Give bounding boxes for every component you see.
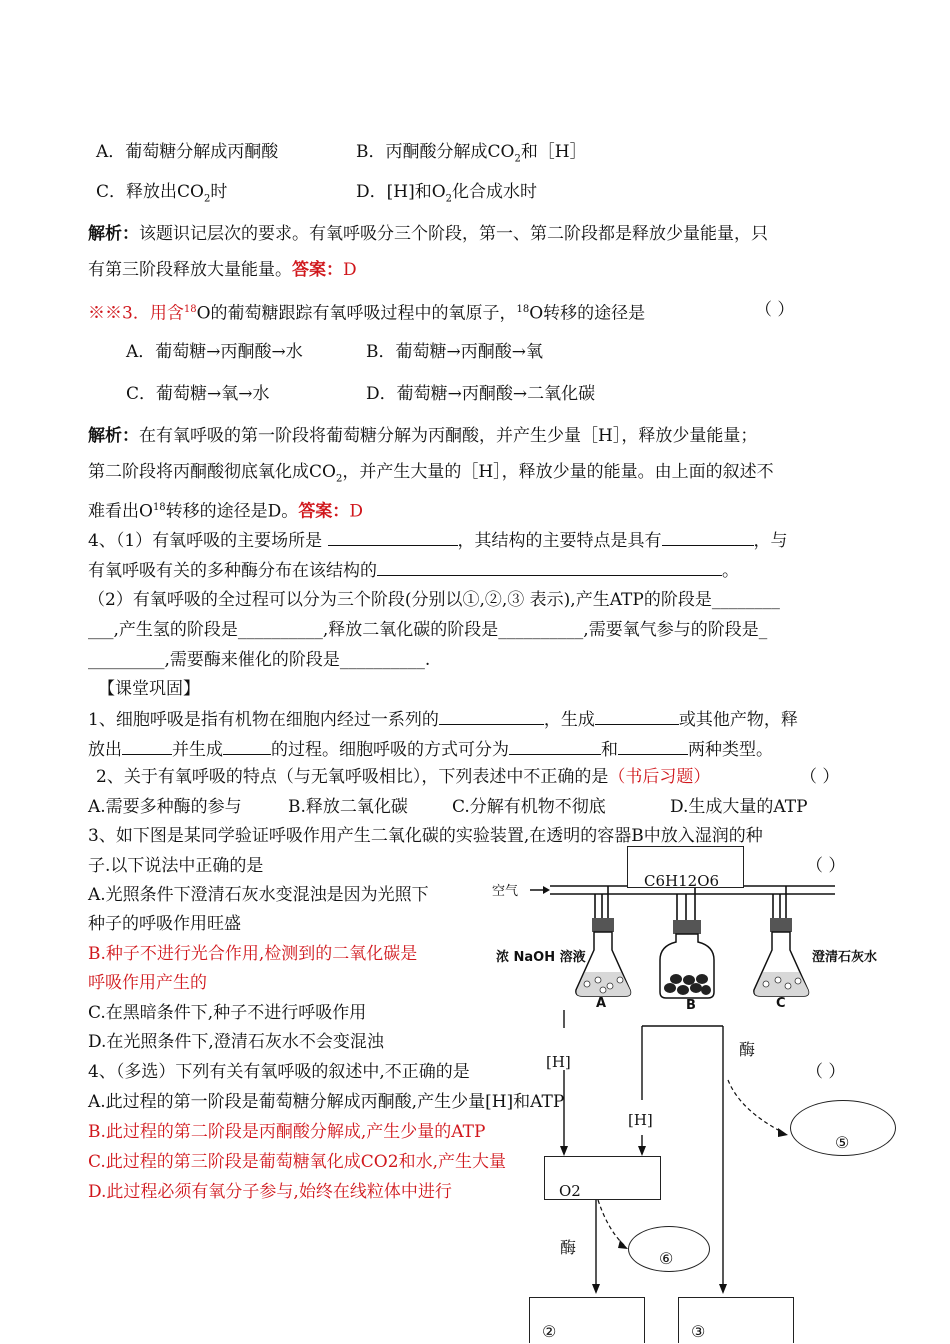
q3-analysis-line3: 难看出$O^{18}$转移的途径是D。答案：D: [88, 501, 363, 522]
c1-line2: 放出 并生成 的过程。细胞呼吸的方式可分为 和 两种类型。: [88, 736, 773, 762]
air-label: 空气: [492, 884, 519, 899]
section-title: 【课堂巩固】: [98, 679, 200, 699]
q4-line1: 4、（1）有氧呼吸的主要场所是 ，其结构的主要特点是具有 ，与: [88, 527, 788, 553]
q4-blank-site[interactable]: [328, 527, 458, 546]
c3-option-b-line1: B.种子不进行光合作用,检测到的二氧化碳是: [88, 944, 418, 964]
c4-option-b: B.此过程的第二阶段是丙酮酸分解成,产生少量的ATP: [88, 1122, 486, 1142]
flask-c: [754, 918, 809, 996]
q2-option-c: C．释放出$CO_2$时: [96, 182, 228, 205]
c4-stem: 4、（多选）下列有关有氧呼吸的叙述中,不正确的是: [88, 1062, 470, 1082]
flask-a-label: A: [596, 996, 607, 1011]
bottle-b-label: B: [686, 998, 696, 1013]
enzyme-label-2: 酶: [560, 1238, 577, 1257]
c3-line2: 子.以下说法中正确的是: [88, 856, 264, 876]
c4-option-d: D.此过程必须有氧分子参与,始终在线粒体中进行: [88, 1182, 452, 1202]
q3-option-b: B．葡萄糖→丙酮酸→氧: [366, 342, 543, 362]
oval-6: [628, 1226, 710, 1272]
c4-paren: （ ）: [806, 1062, 846, 1082]
limewater-label: 澄清石灰水: [812, 950, 878, 965]
h-left-label: [H]: [546, 1053, 571, 1071]
q4-blank-feature[interactable]: [662, 527, 754, 546]
c1-blank-6[interactable]: [618, 736, 688, 755]
c3-option-d: D.在光照条件下,澄清石灰水不会变混浊: [88, 1032, 384, 1052]
q4-line5: _________,需要酶来催化的阶段是__________.: [88, 650, 431, 670]
q3-option-a: A．葡萄糖→丙酮酸→水: [126, 342, 303, 362]
c3-line1: 3、如下图是某同学验证呼吸作用产生二氧化碳的实验装置,在透明的容器B中放入湿润的种: [88, 826, 763, 846]
c3-option-a-line2: 种子的呼吸作用旺盛: [88, 914, 241, 934]
c1-blank-3[interactable]: [122, 736, 172, 755]
c1-blank-5[interactable]: [509, 736, 601, 755]
c2-option-d: D.生成大量的ATP: [670, 797, 808, 817]
oval-5-label: ⑤: [835, 1133, 850, 1152]
q4-line3: （2）有氧呼吸的全过程可以分为三个阶段(分别以①,②,③ 表示),产生ATP的阶段是________: [88, 590, 780, 610]
o2-label: O2: [559, 1182, 581, 1200]
box-3: [678, 1297, 794, 1343]
glucose-box: [627, 846, 744, 888]
q3-answer-paren: （ ）: [755, 300, 795, 320]
c3-option-b-line2: 呼吸作用产生的: [88, 973, 207, 993]
bottle-b: [660, 920, 714, 998]
oval-5: [790, 1100, 896, 1156]
flask-c-label: C: [776, 996, 786, 1011]
q3-analysis-line2: 第二阶段将丙酮酸彻底氧化成$CO_2$，并产生大量的［H］，释放少量的能量。由上面的叙述不: [88, 462, 774, 485]
c4-option-c: C.此过程的第三阶段是葡萄糖氧化成CO2和水,产生大量: [88, 1152, 506, 1172]
c4-option-a: A.此过程的第一阶段是葡萄糖分解成丙酮酸,产生少量[H]和ATP: [88, 1092, 565, 1112]
air-arrow-head: [543, 886, 550, 894]
q2-option-d: D．[H]和$O_2$化合成水时: [356, 182, 538, 205]
q2-analysis-line2: 有第三阶段释放大量能量。答案：D: [88, 260, 357, 280]
enzyme-label-1: 酶: [739, 1040, 756, 1059]
q2-option-b: B．丙酮酸分解成$CO_2$和［H］: [356, 142, 587, 165]
box-2: [529, 1297, 645, 1343]
c1-blank-4[interactable]: [223, 736, 271, 755]
q4-line4: ___,产生氢的阶段是__________,释放二氧化碳的阶段是__________,需要氧气参与的阶段是_: [88, 620, 768, 640]
c3-option-c: C.在黑暗条件下,种子不进行呼吸作用: [88, 1003, 367, 1023]
c3-paren: （ ）: [806, 856, 846, 876]
box-3-label: ③: [691, 1322, 706, 1341]
q3-analysis-line1: 解析：在有氧呼吸的第一阶段将葡萄糖分解为丙酮酸，并产生少量［H］，释放少量能量；: [88, 426, 758, 446]
oval-6-label: ⑥: [659, 1249, 674, 1268]
c2-stem: 2、关于有氧呼吸的特点（与无氧呼吸相比），下列表述中不正确的是（书后习题）: [96, 767, 711, 787]
c2-option-a: A.需要多种酶的参与: [88, 797, 242, 817]
c1-line1: 1、细胞呼吸是指有机物在细胞内经过一系列的 ，生成 或其他产物，释: [88, 706, 798, 732]
q3-option-c: C．葡萄糖→氧→水: [126, 384, 270, 404]
q3-option-d: D．葡萄糖→丙酮酸→二氧化碳: [366, 384, 596, 404]
c2-option-b: B.释放二氧化碳: [288, 797, 408, 817]
naoh-label: 浓 NaOH 溶液: [496, 950, 586, 965]
c1-blank-2[interactable]: [595, 706, 679, 725]
h-mid-label: [H]: [628, 1111, 653, 1129]
o2-box: [544, 1156, 661, 1200]
c2-paren: （ ）: [800, 767, 840, 787]
c2-option-c: C.分解有机物不彻底: [452, 797, 606, 817]
q4-line2: 有氧呼吸有关的多种酶分布在该结构的 。: [88, 557, 739, 583]
q2-option-a: A．葡萄糖分解成丙酮酸: [96, 142, 279, 162]
q4-blank-location[interactable]: [377, 557, 722, 576]
c1-blank-1[interactable]: [439, 706, 544, 725]
q3-stem: ※※3．用含$^{18}$O的葡萄糖跟踪有氧呼吸过程中的氧原子，$^{18}$O转移的途径是: [88, 303, 646, 324]
c3-option-a-line1: A.光照条件下澄清石灰水变混浊是因为光照下: [88, 885, 429, 905]
glucose-label: C6H12O6: [644, 872, 720, 890]
box-2-label: ②: [542, 1322, 557, 1341]
q2-analysis-line1: 解析：该题识记层次的要求。有氧呼吸分三个阶段，第一、第二阶段都是释放少量能量，只: [88, 224, 768, 244]
